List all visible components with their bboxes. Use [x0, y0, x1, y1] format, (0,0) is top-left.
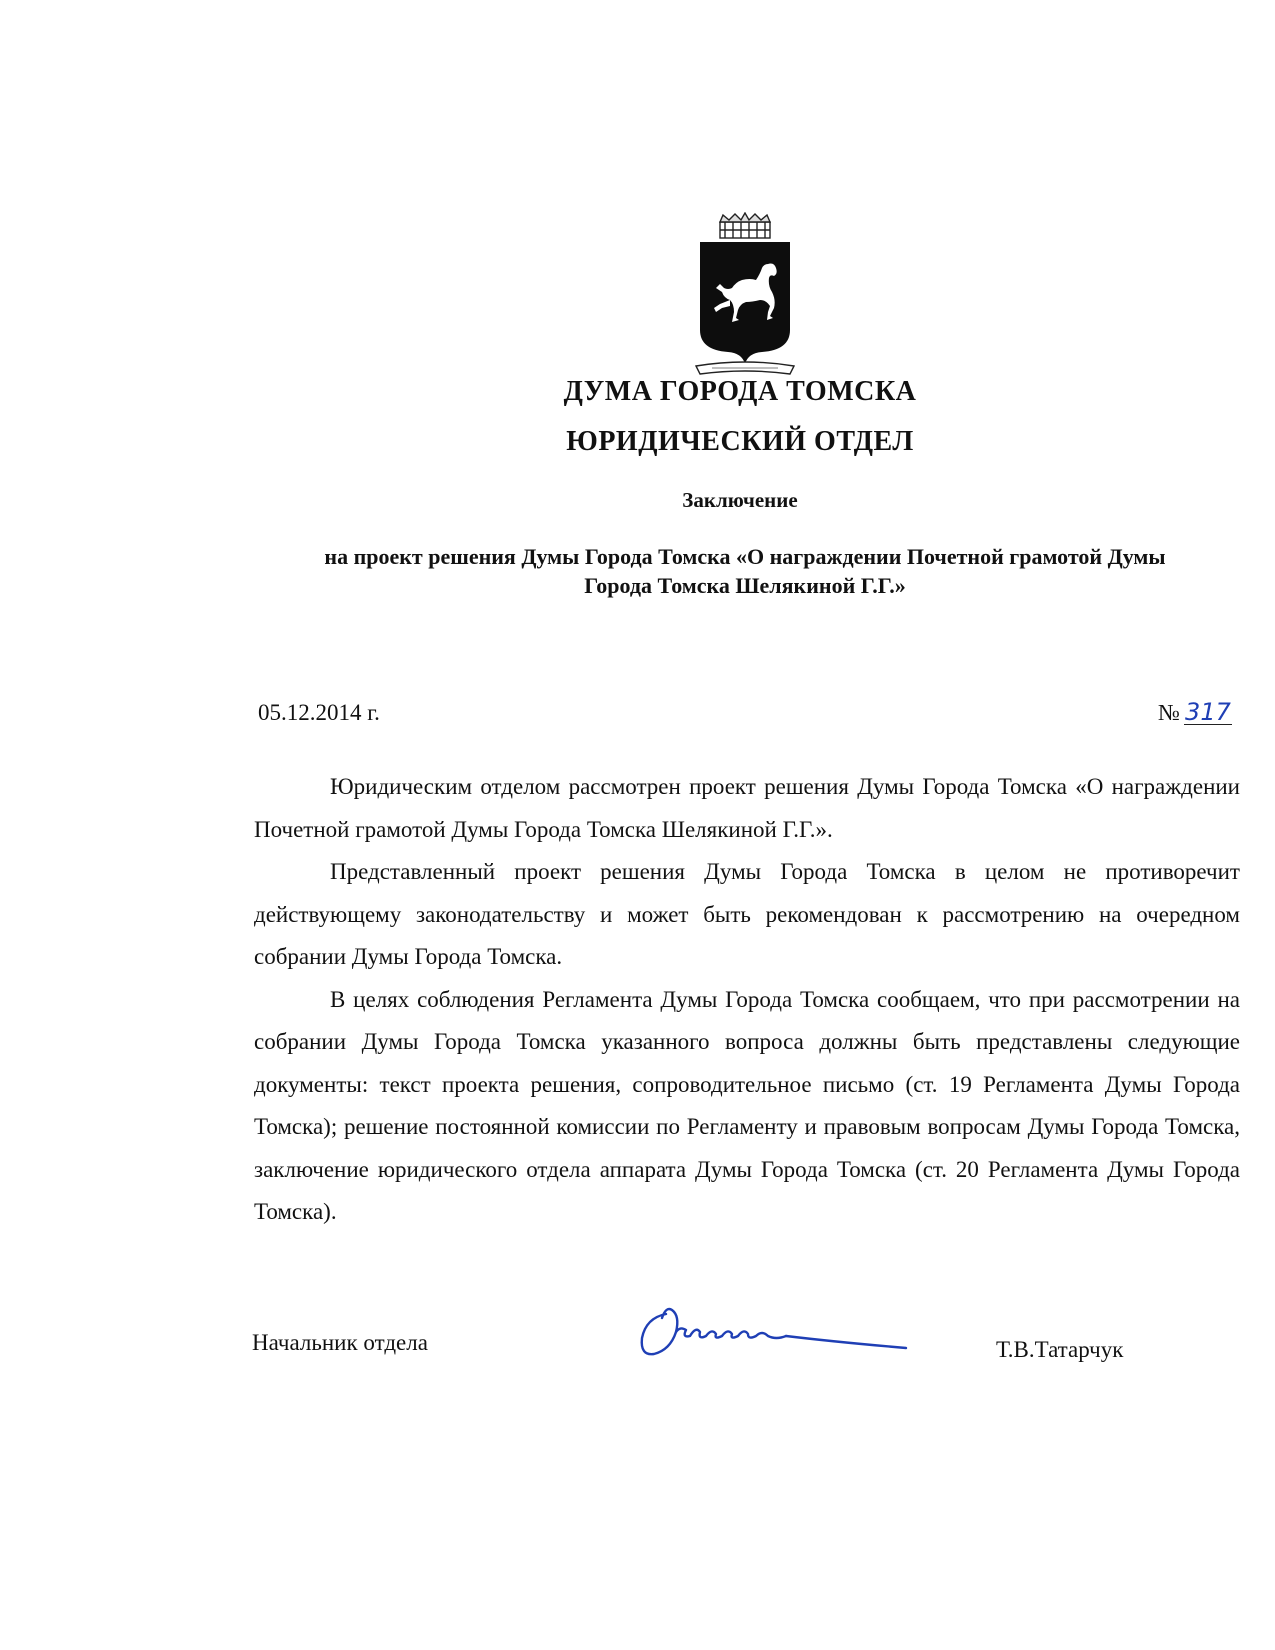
number-value-handwritten: 317: [1185, 698, 1231, 726]
number-label: №: [1158, 700, 1180, 725]
body-paragraph: Юридическим отделом рассмотрен проект решения Думы Города Томска «О награждении Почетной грамотой Думы Города Томска Шелякиной Г.Г.».: [254, 774, 1240, 842]
signatory-name: Т.В.Татарчук: [996, 1337, 1124, 1362]
document-number: [1158, 700, 1232, 726]
document-date: 05.12.2014 г.: [258, 700, 380, 725]
document-type: Заключение: [682, 488, 798, 512]
document-body: [254, 766, 1240, 1234]
tomsk-coat-of-arms-icon: [690, 212, 800, 378]
department-name: ЮРИДИЧЕСКИЙ ОТДЕЛ: [566, 426, 914, 457]
body-paragraph: Представленный проект решения Думы Города Томска в целом не противоречит действующему законодательству и может быть рекомендован к рассмотрению на очередном собрании Думы Города Томска.: [254, 859, 1240, 969]
subject-line-2: Города Томска Шелякиной Г.Г.»: [584, 573, 906, 598]
subject-line-1: на проект решения Думы Города Томска «О награждении Почетной грамотой Думы: [324, 544, 1166, 569]
organization-name: ДУМА ГОРОДА ТОМСКА: [563, 376, 917, 407]
handwritten-signature: [636, 1296, 936, 1366]
body-paragraph: В целях соблюдения Регламента Думы Города Томска сообщаем, что при рассмотрении на собрании Думы Города Томска указанного вопроса должны быть представлены следующие документы: текст проекта решения, сопроводительное письмо (ст. 19 Регламента Думы Города Томска); решение постоянной комиссии по Регламенту и правовым вопросам Думы Города Томска, заключение юридического отдела аппарата Думы Города Томска (ст. 20 Регламента Думы Города Томска).: [254, 986, 1240, 1224]
document-subject: [250, 542, 1240, 600]
signatory-title: Начальник отдела: [252, 1330, 428, 1355]
